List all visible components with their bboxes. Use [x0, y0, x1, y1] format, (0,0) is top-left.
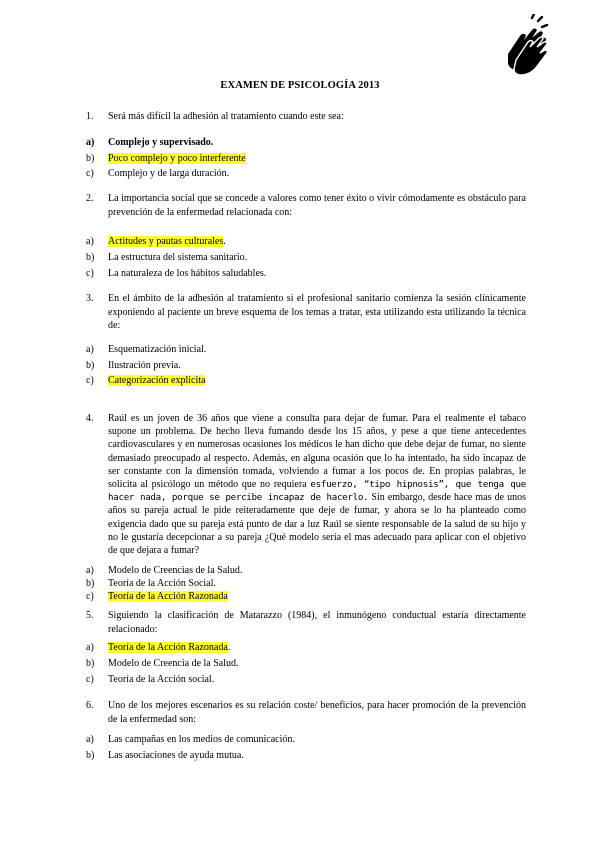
option-c: c) Complejo y de larga duración. [86, 168, 230, 179]
highlighted-answer: Teoría de la Acción Razonada [108, 591, 228, 602]
highlighted-answer: Actitudes y pautas culturales [108, 236, 224, 247]
question-number: 2. [86, 193, 94, 204]
clapping-hands-icon [502, 14, 554, 76]
option-a: a) Actitudes y pautas culturales. [86, 236, 226, 247]
question-number: 5. [86, 610, 94, 621]
question-text: Raúl es un joven de 36 años que viene a consulta para dejar de fumar. Para el realmente el tabaco supone un problema. De hecho lleva fumando desde los 15 años, y pese a que tiene antecedentes cardiovasculares y en numerosas ocasiones los médicos le han dicho que debe dejar de fumar, no siente demasiado preocupado al respecto. Además, en alguna ocasión que lo ha intentado, ha sido incapaz de ser constante con la dimensión tomada, volviendo a fumar a los pocos de. En propias palabras, le solicita al psicólogo un método que no requiera [108, 413, 526, 491]
question-number: 6. [86, 700, 94, 711]
question-2 [86, 192, 526, 219]
option-a: a) Modelo de Creencias de la Salud. [86, 565, 243, 576]
question-text: Uno de los mejores escenarios es su relación coste/ beneficios, para hacer promoción de la prevención de la enfermedad son: [108, 700, 526, 725]
option-b: b) Modelo de Creencia de la Salud. [86, 658, 239, 669]
question-text: En el ámbito de la adhesión al tratamiento si el profesional sanitario comienza la sesión clínicamente exponiendo al paciente un breve esquema de los temas a tratar, esta utilizando esta utilizando la técnica de: [108, 293, 526, 332]
question-6 [86, 699, 526, 726]
highlighted-answer: Categorización explicita [108, 375, 206, 386]
question-text-continued: Sin embargo, desde hace mas de unos años su pareja actual le pide reiteradamente que deje de fumar, y ahora se lo ha planteado como exigencia dado que su pareja está punto de dar a luz Raúl se siente responsable de la salud de su hijo y no le gustaría decepcionar a su pareja ¿Qué modelo sería el mas adecuado para aplicar con el objetivo de que dejara a fumar? [108, 492, 527, 557]
option-b: b) La estructura del sistema sanitario. [86, 252, 248, 263]
option-b: b) Poco complejo y poco interferente [86, 153, 246, 164]
question-number: 3. [86, 293, 94, 304]
option-c: c) La naturaleza de los hábitos saludables. [86, 268, 267, 279]
question-text: La importancia social que se concede a valores como tener éxito o vivir cómodamente es obstáculo para prevención de la enfermedad relacionada con: [108, 193, 526, 218]
option-b: b) Ilustración previa. [86, 360, 181, 371]
question-number: 1. [86, 111, 94, 122]
option-b: b) Las asociaciones de ayuda mutua. [86, 750, 244, 761]
question-4 [86, 412, 526, 557]
option-a: a) Teoría de la Acción Razonada. [86, 642, 231, 653]
page-title: EXAMEN DE PSICOLOGÍA 2013 [220, 80, 380, 91]
option-a: a) Las campañas en los medios de comunicación. [86, 734, 295, 745]
option-a: a) Complejo y supervisado. [86, 137, 214, 148]
question-text: Siguiendo la clasificación de Matarazzo (1984), el inmunógeno conductual estaría directamente relacionado: [108, 610, 526, 635]
option-c: c) Teoría de la Acción social. [86, 674, 215, 685]
option-c: c) Teoría de la Acción Razonada [86, 591, 228, 602]
handwritten-text: esfuerzo, “tipo hipnosis”, que tenga que hacer nada, porque se percibe incapaz de hacerlo. [108, 479, 526, 504]
question-5 [86, 609, 526, 636]
option-a: a) Esquematización inicial. [86, 344, 207, 355]
question-number: 4. [86, 413, 94, 424]
question-1 [86, 110, 526, 124]
question-3 [86, 292, 526, 333]
highlighted-answer: Poco complejo y poco interferente [108, 153, 246, 164]
highlighted-answer: Teoría de la Acción Razonada [108, 642, 228, 653]
option-c: c) Categorización explicita [86, 375, 206, 386]
question-text: Será más difícil la adhesión al tratamiento cuando este sea: [108, 111, 344, 122]
option-b: b) Teoría de la Acción Social. [86, 578, 216, 589]
